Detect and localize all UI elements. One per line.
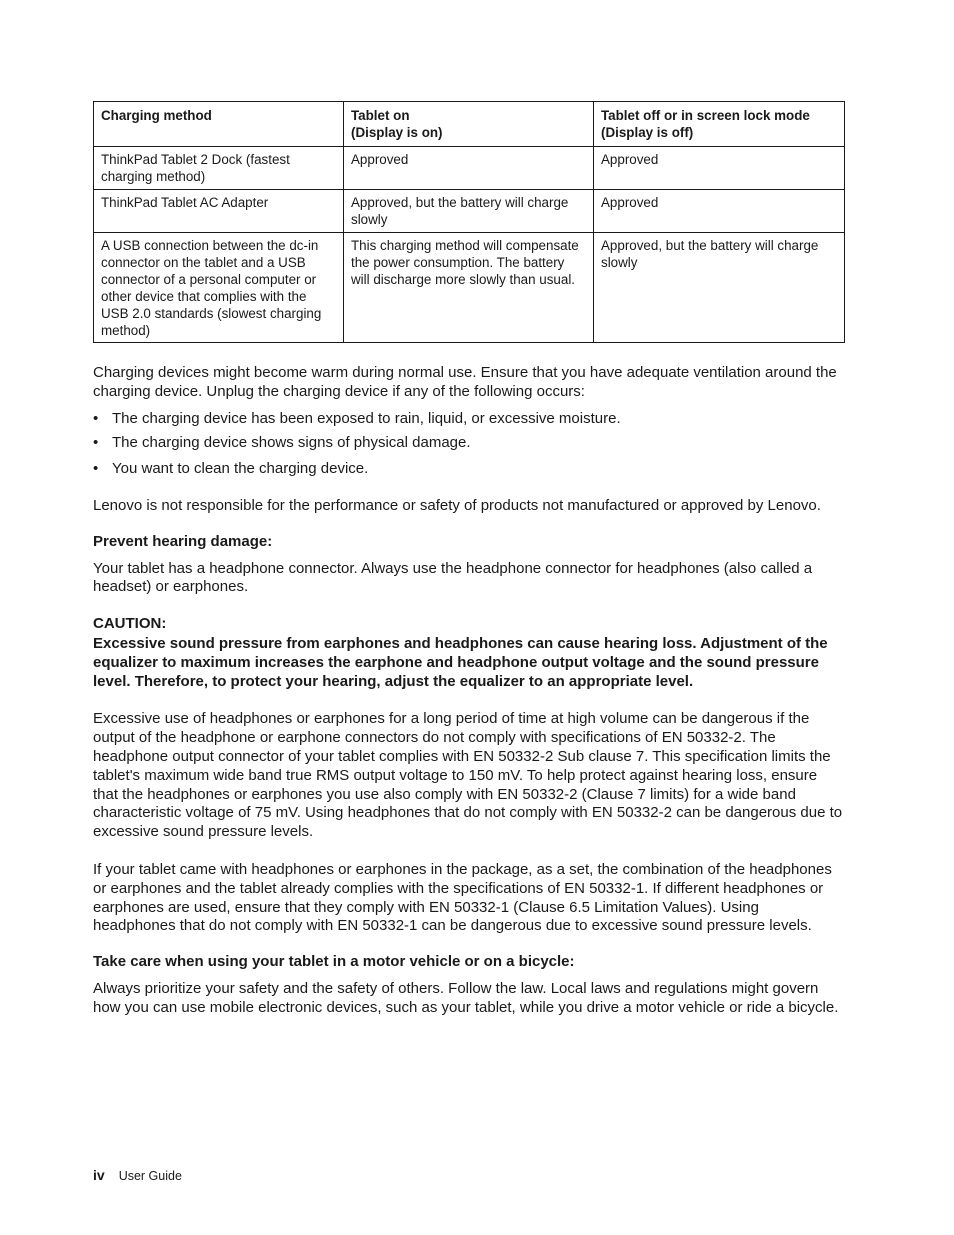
table-cell: Approved, but the battery will charge slowly xyxy=(594,233,845,343)
list-item-text: The charging device has been exposed to rain, liquid, or excessive moisture. xyxy=(112,409,621,427)
table-row xyxy=(94,190,845,233)
vehicle-text: Always prioritize your safety and the safety of others. Follow the law. Local laws and regulations might govern how you can use mobile electronic devices, such as your tablet, while you drive a motor vehicle or ride a bicycle. xyxy=(93,979,839,1016)
vehicle-heading: Take care when using your tablet in a motor vehicle or on a bicycle: xyxy=(93,953,575,971)
header-tablet-off: Tablet off or in screen lock mode (Display is off) xyxy=(601,108,810,140)
bullet-dot: • xyxy=(93,434,99,452)
list-item-text: You want to clean the charging device. xyxy=(112,460,369,478)
header-tablet-on: Tablet on (Display is on) xyxy=(351,108,443,140)
charging-warning-list xyxy=(93,410,845,479)
caution-text: Excessive sound pressure from earphones and headphones can cause hearing loss. Adjustment of the equalizer to maximum increases the earphone and headphone output voltage and the sound pressure level. Therefore, to protect your hearing, adjust the equalizer to an appropriate level. xyxy=(93,634,828,690)
hearing-intro: Your tablet has a headphone connector. Always use the headphone connector for headphones (also called a headset) or earphones. xyxy=(93,559,813,596)
charging-warning: Charging devices might become warm during normal use. Ensure that you have adequate ventilation around the charging device. Unplug the charging device if any of the following occurs: xyxy=(93,364,837,400)
page-content xyxy=(93,101,845,1018)
page-footer xyxy=(93,1167,182,1183)
list-item xyxy=(93,460,845,479)
en50332-2-paragraph: Excessive use of headphones or earphones for a long period of time at high volume can be dangerous if the output of the headphone or earphone connectors do not comply with specifications of EN 50332-2. The headphone output connector of your tablet complies with EN 50332-2 Sub clause 7. This specification limits the tablet's maximum wide band true RMS output voltage to 150 mV. To help protect against hearing loss, ensure that the headphones or earphones you use also comply with EN 50332-2 (Clause 7 limits) for a wide band characteristic voltage of 75 mV. Using headphones that do not comply with EN 50332-2 can be dangerous due to excessive sound pressure levels. xyxy=(93,710,843,841)
header-charging-method: Charging method xyxy=(101,108,212,123)
list-item-text: The charging device shows signs of physical damage. xyxy=(112,434,471,452)
table-cell: Approved, but the battery will charge slowly xyxy=(344,190,594,233)
lenovo-disclaimer: Lenovo is not responsible for the performance or safety of products not manufactured or approved by Lenovo. xyxy=(93,496,821,514)
caution-label: CAUTION: xyxy=(93,615,167,633)
table-cell: Approved xyxy=(344,147,594,190)
hearing-heading: Prevent hearing damage: xyxy=(93,532,273,550)
bullet-dot: • xyxy=(93,409,99,427)
list-item xyxy=(93,434,845,453)
table-header-cell xyxy=(344,102,594,147)
table-cell: ThinkPad Tablet 2 Dock (fastest charging method) xyxy=(94,147,344,190)
charging-methods-table xyxy=(93,101,845,343)
page-number: iv xyxy=(93,1167,105,1183)
en50332-1-paragraph: If your tablet came with headphones or earphones in the package, as a set, the combination of the headphones or earphones and the tablet already complies with the specifications of EN 50332-1. If different headphones or earphones are used, ensure that they comply with EN 50332-1 (Clause 6.5 Limitation Values). Using headphones that do not comply with EN 50332-1 can be dangerous due to excessive sound pressure levels. xyxy=(93,860,832,935)
table-row xyxy=(94,147,845,190)
document-title: User Guide xyxy=(118,1169,182,1183)
table-header-cell xyxy=(94,102,344,147)
list-item xyxy=(93,410,845,429)
table-cell: Approved xyxy=(594,147,845,190)
bullet-dot: • xyxy=(93,460,99,478)
table-header-row xyxy=(94,102,845,147)
table-cell: ThinkPad Tablet AC Adapter xyxy=(94,190,344,233)
table-cell: Approved xyxy=(594,190,845,233)
table-header-cell xyxy=(594,102,845,147)
table-cell: A USB connection between the dc-in connector on the tablet and a USB connector of a personal computer or other device that complies with the USB 2.0 standards (slowest charging method) xyxy=(94,233,344,343)
table-cell: This charging method will compensate the power consumption. The battery will discharge more slowly than usual. xyxy=(344,233,594,343)
table-row xyxy=(94,233,845,343)
